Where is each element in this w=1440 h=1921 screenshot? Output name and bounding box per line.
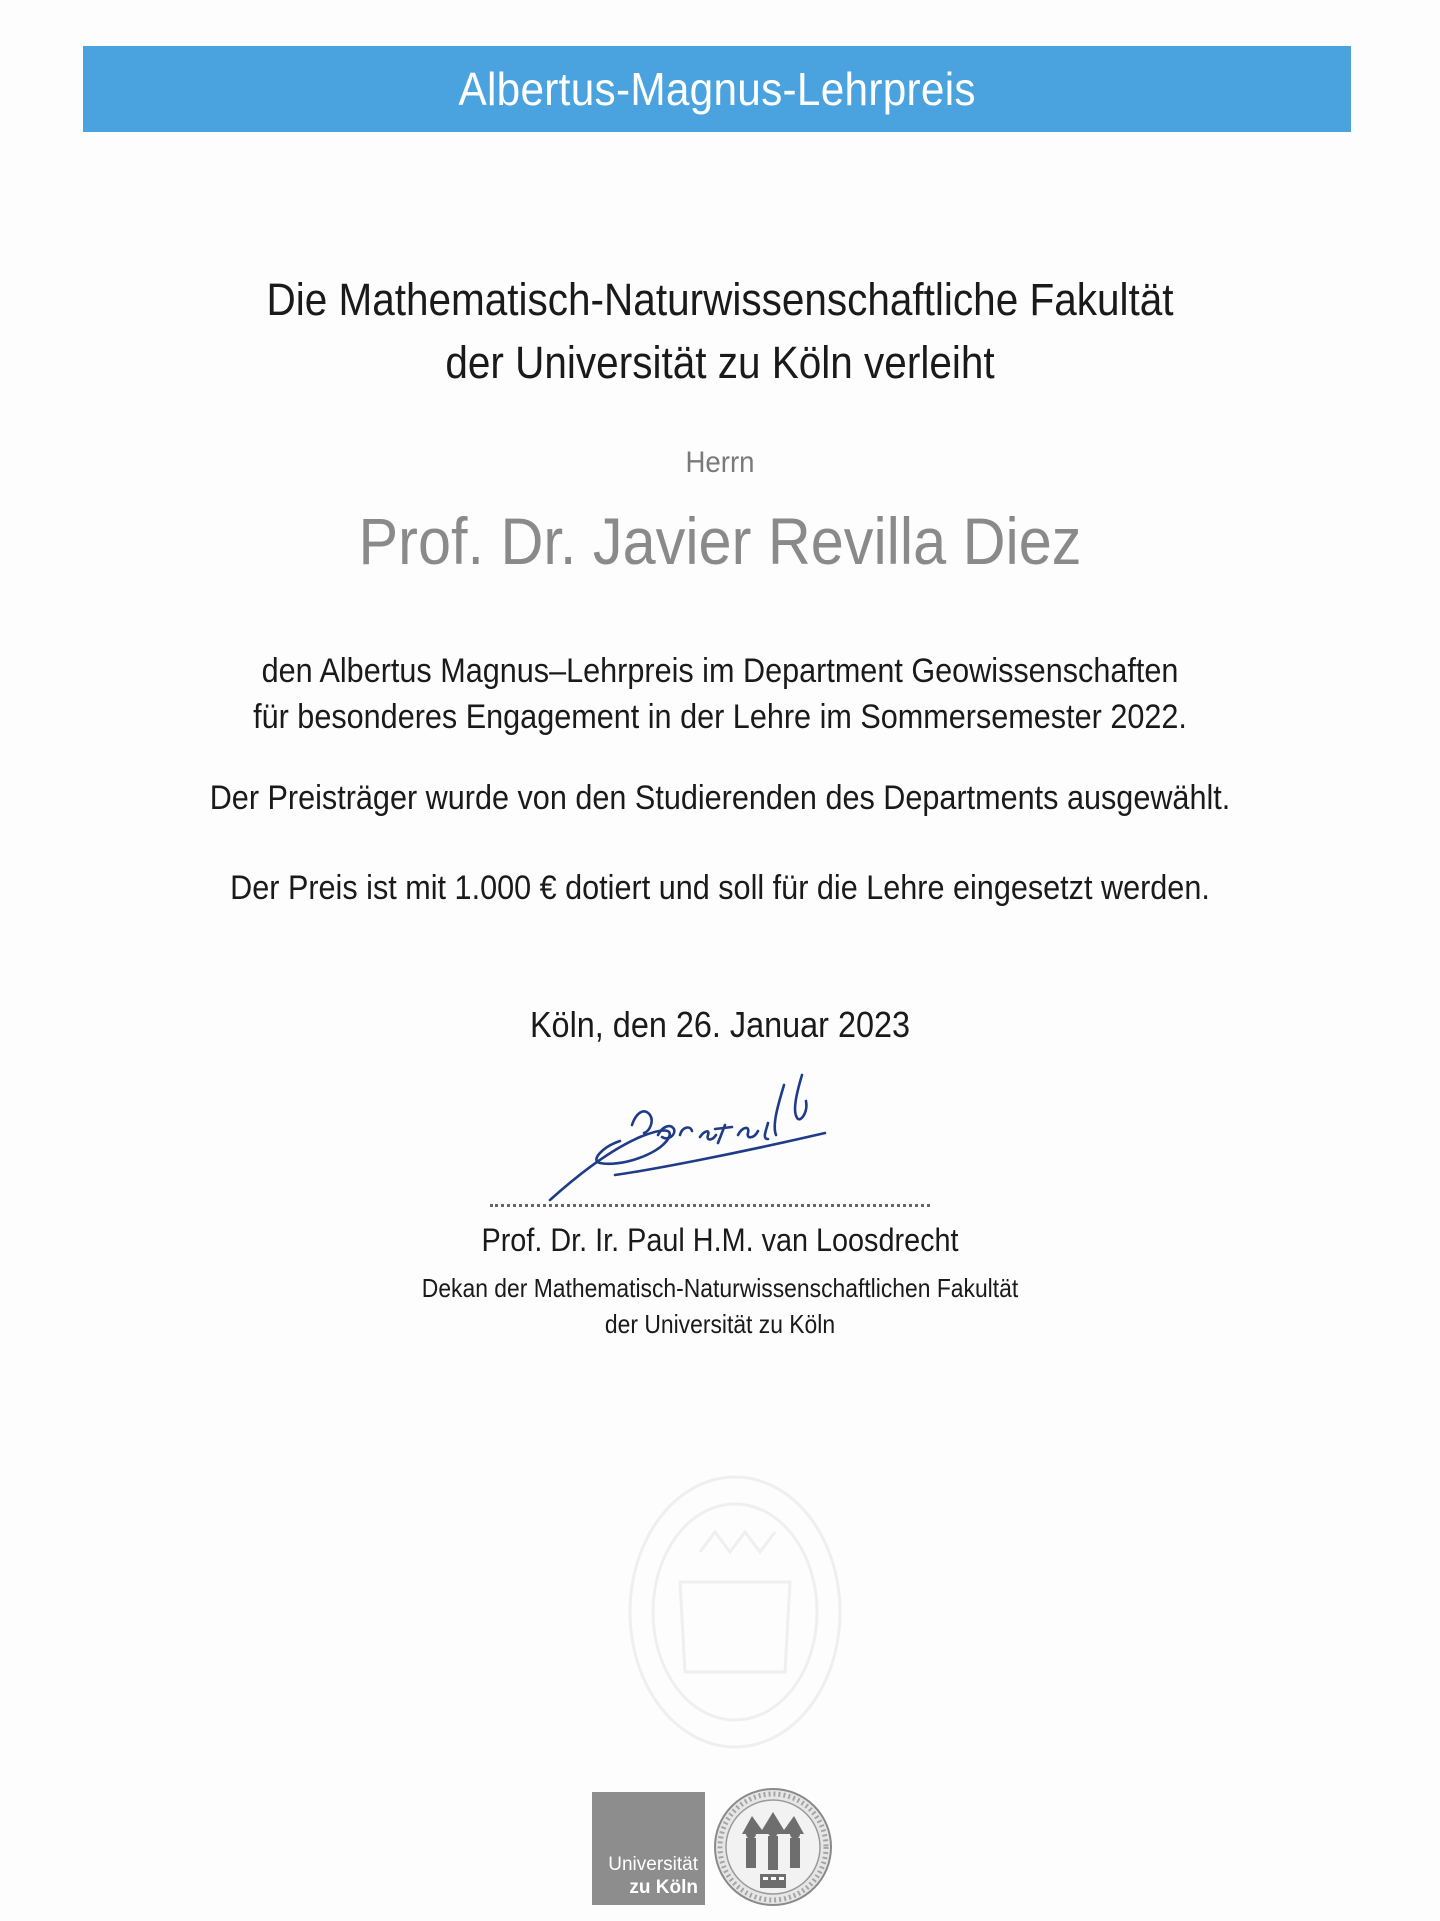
selection-note: Der Preisträger wurde von den Studierenden des Departments ausgewählt. [209, 779, 1231, 817]
prize-note: Der Preis ist mit 1.000 € dotiert und soll für die Lehre eingesetzt werden. [230, 869, 1210, 907]
faculty-intro [72, 268, 1368, 394]
banner-title: Albertus-Magnus-Lehrpreis [458, 63, 976, 115]
university-seal-icon [712, 1786, 834, 1908]
salutation: Herrn [685, 446, 755, 479]
handwritten-signature-icon [540, 1055, 860, 1215]
faculty-intro-line1: Die Mathematisch-Naturwissenschaftliche Fakultät [266, 274, 1174, 325]
logo-text-line1: Universität [608, 1854, 698, 1875]
signature-line [490, 1204, 930, 1207]
university-logo [592, 1792, 705, 1905]
signatory-name: Prof. Dr. Ir. Paul H.M. van Loosdrecht [481, 1222, 959, 1258]
signatory-role [86, 1270, 1353, 1342]
embossed-seal-icon [620, 1462, 850, 1762]
recipient-name: Prof. Dr. Javier Revilla Diez [358, 504, 1082, 578]
faculty-intro-line2: der Universität zu Köln verleiht [445, 337, 995, 388]
logo-text-line2: zu Köln [629, 1877, 698, 1898]
place-date: Köln, den 26. Januar 2023 [529, 1004, 911, 1045]
award-line1: den Albertus Magnus–Lehrpreis im Department Geowissenschaften [261, 652, 1179, 690]
award-line2: für besonderes Engagement in der Lehre im Sommersemester 2022. [253, 698, 1187, 736]
signatory-role-line1: Dekan der Mathematisch-Naturwissenschaftlichen Fakultät [421, 1273, 1019, 1303]
award-description [72, 648, 1368, 740]
signatory-role-line2: der Universität zu Köln [604, 1309, 836, 1339]
title-banner [83, 46, 1351, 132]
